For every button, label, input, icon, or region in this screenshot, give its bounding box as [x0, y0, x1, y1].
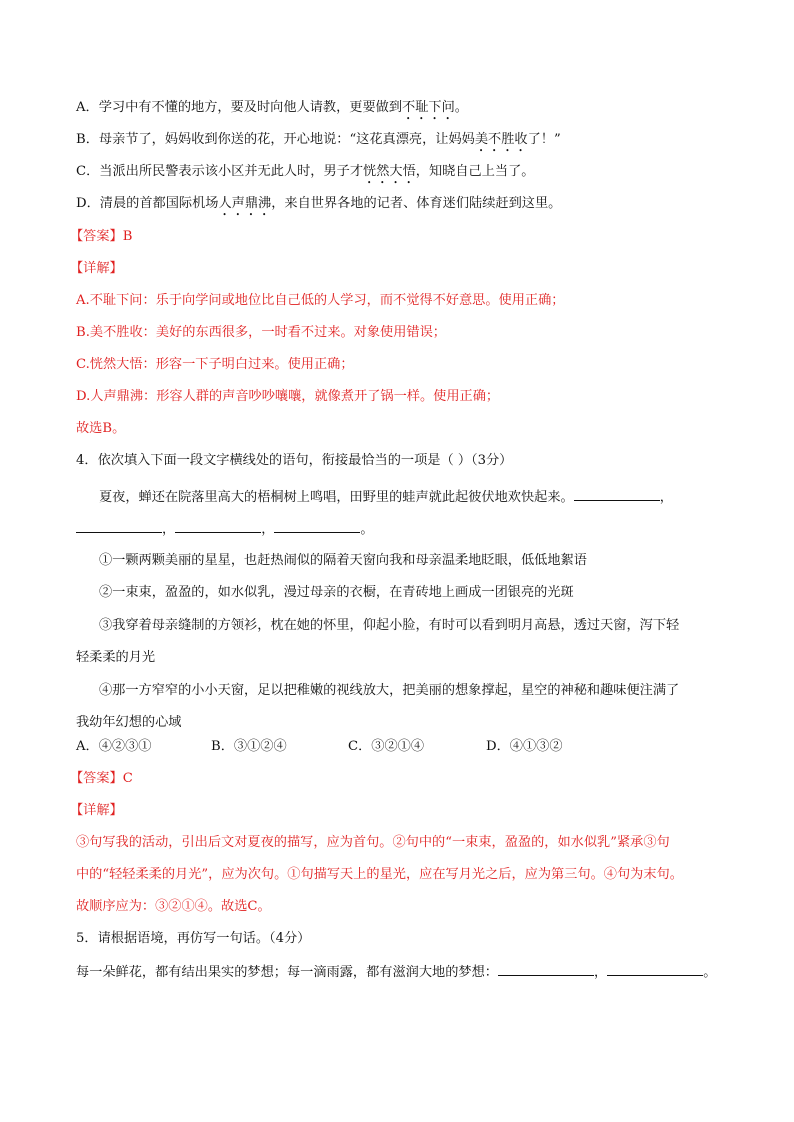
q5-period: 。	[703, 965, 717, 980]
fill-blank	[574, 487, 660, 501]
q3-detail-line: A.不耻下问：乐于向学问或地位比自己低的人学习，而不觉得不好意思。使用正确；	[76, 293, 565, 308]
option-b-text: B．母亲节了，妈妈收到你送的花，开心地说：“这花真漂亮，让妈妈	[76, 132, 475, 147]
q4-comma: ，	[261, 522, 275, 537]
q3-answer: 【答案】B	[70, 229, 133, 244]
fill-blank	[498, 962, 594, 976]
fill-blank	[76, 519, 162, 533]
option-b-tail: 了！”	[527, 132, 561, 147]
option-a-tail: 。	[454, 100, 468, 115]
q4-detail-label: 【详解】	[70, 803, 123, 818]
option-a	[76, 99, 468, 123]
option-b	[76, 131, 561, 155]
q5-text: 每一朵鲜花，都有结出果实的梦想；每一滴雨露，都有滋润大地的梦想：	[76, 965, 498, 980]
q4-stem: 4．依次填入下面一段文字横线处的语句，衔接最恰当的一项是（ ）（3分）	[76, 453, 513, 468]
q5-text-line	[76, 962, 716, 982]
q5-comma: ，	[594, 965, 608, 980]
q4-option-d: D．④①③②	[486, 739, 563, 754]
q4-blanks-line	[76, 519, 374, 539]
q3-detail-label: 【详解】	[70, 261, 123, 276]
q4-option-c: C．③②①④	[348, 739, 425, 754]
q4-sentence-2: ②一束束，盈盈的，如水似乳，漫过母亲的衣橱，在青砖地上画成一团银亮的光斑	[99, 585, 574, 600]
q3-detail-line: C.恍然大悟：形容一下子明白过来。使用正确；	[76, 357, 354, 372]
fill-blank	[607, 962, 703, 976]
q4-sentence-3-cont: 轻柔柔的月光	[76, 650, 156, 665]
q4-passage: 夏夜，蝉还在院落里高大的梧桐树上鸣唱，田野里的蛙声就此起彼伏地欢快起来。	[99, 490, 574, 505]
q4-sentence-1: ①一颗两颗美丽的星星，也赶热闹似的隔着天窗向我和母亲温柔地眨眼，低低地絮语	[99, 553, 587, 568]
option-c	[76, 163, 534, 187]
option-d-text: D．清晨的首都国际机场	[76, 196, 219, 211]
option-d-idiom: 人声鼎沸	[218, 196, 272, 211]
q4-comma: ，	[659, 490, 673, 505]
q4-passage-line	[99, 487, 673, 507]
q4-sentence-4: ④那一方窄窄的小小天窗，足以把稚嫩的视线放大，把美丽的想象撑起，星空的神秘和趣味便注满了	[99, 683, 680, 698]
option-c-idiom: 恍然大悟	[363, 164, 416, 179]
option-c-tail: ，知晓自己上当了。	[415, 164, 535, 179]
fill-blank	[175, 519, 261, 533]
q4-detail-line: ③句写我的活动，引出后文对夏夜的描写，应为首句。②句中的“一束束，盈盈的，如水似乳”紧承③句	[76, 835, 670, 850]
q4-option-b: B．③①②④	[211, 739, 287, 754]
q4-comma: ，	[162, 522, 176, 537]
q4-detail-line: 中的“轻轻柔柔的月光”，应为次句。①句描写天上的星光，应在写月光之后，应为第三句。④句为末句。	[76, 867, 683, 882]
q4-answer: 【答案】C	[70, 771, 133, 786]
q4-period: 。	[360, 522, 374, 537]
q3-detail-line: D.人声鼎沸：形容人群的声音吵吵嚷嚷，就像煮开了锅一样。使用正确；	[76, 389, 500, 404]
q4-option-a: A．④②③①	[76, 739, 152, 754]
option-b-idiom: 美不胜收	[474, 132, 528, 147]
q3-detail-line: 故选B。	[76, 421, 126, 436]
q4-sentence-4-cont: 我幼年幻想的心域	[76, 715, 182, 730]
option-a-idiom: 不耻下问	[402, 100, 455, 115]
option-a-text: A．学习中有不懂的地方，要及时向他人请教，更要做到	[76, 100, 403, 115]
option-d	[76, 195, 561, 219]
q4-sentence-3: ③我穿着母亲缝制的方领衫，枕在她的怀里，仰起小脸，有时可以看到明月高悬，透过天窗，泻下轻	[99, 618, 680, 633]
option-d-tail: ，来自世界各地的记者、体育迷们陆续赶到这里。	[271, 196, 562, 211]
option-c-text: C．当派出所民警表示该小区并无此人时，男子才	[76, 164, 364, 179]
q3-detail-line: B.美不胜收：美好的东西很多，一时看不过来。对象使用错误；	[76, 325, 446, 340]
q4-detail-line: 故顺序应为：③②①④。故选C。	[76, 899, 271, 914]
fill-blank	[274, 519, 360, 533]
q5-stem: 5．请根据语境，再仿写一句话。（4分）	[76, 931, 311, 946]
